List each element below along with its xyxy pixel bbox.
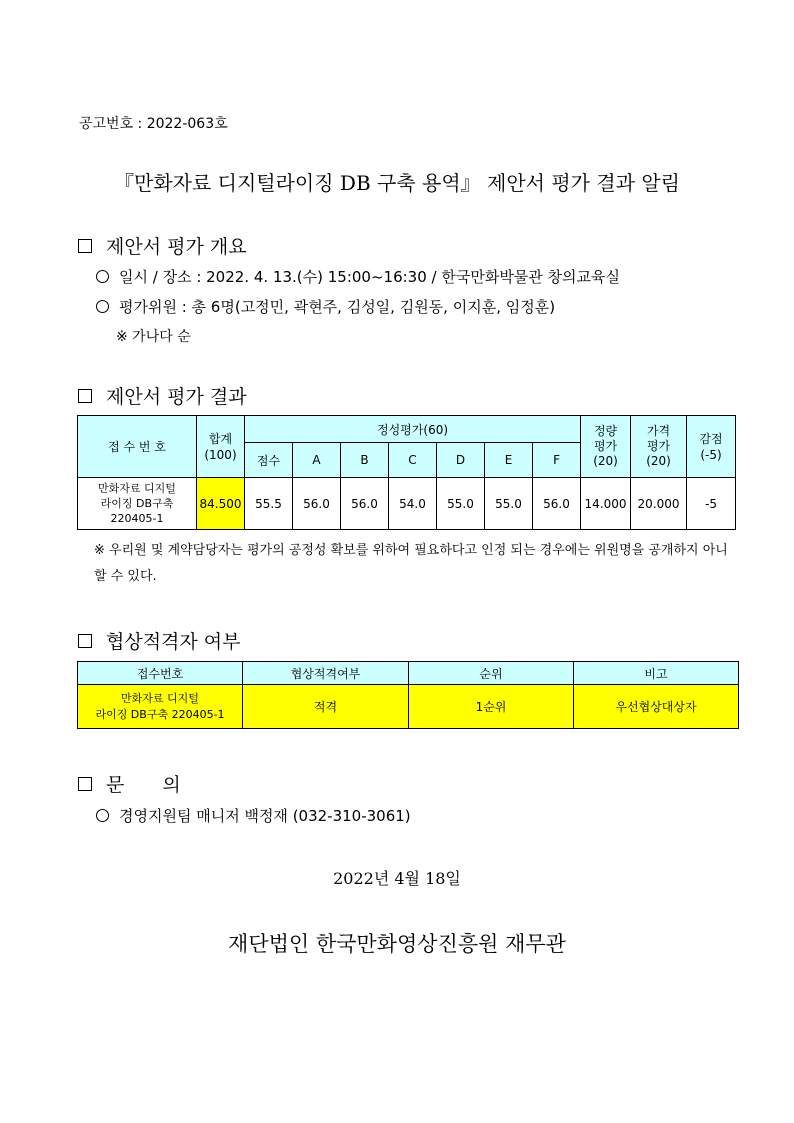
cell-eligibility: 적격 bbox=[243, 685, 409, 729]
contact-info: 경영지원팀 매니저 백정재 (032-310-3061) bbox=[96, 805, 411, 826]
square-bullet-icon bbox=[78, 634, 92, 648]
header-total: 합계 (100) bbox=[197, 416, 245, 478]
header-deduction: 감점 (-5) bbox=[687, 416, 736, 478]
cell-remark: 우선협상대상자 bbox=[574, 685, 739, 729]
cell-total: 84.500 bbox=[197, 478, 245, 530]
square-bullet-icon bbox=[78, 389, 92, 403]
header-f: F bbox=[533, 443, 581, 478]
section-overview-heading: 제안서 평가 개요 bbox=[78, 232, 247, 259]
cell-price: 20.000 bbox=[631, 478, 687, 530]
notice-number: 공고번호 : 2022-063호 bbox=[79, 116, 228, 132]
eligibility-table bbox=[77, 661, 739, 729]
section-eligibility-heading: 협상적격자 여부 bbox=[78, 627, 241, 654]
circle-bullet-icon bbox=[96, 270, 109, 283]
circle-bullet-icon bbox=[96, 300, 109, 313]
cell-f: 56.0 bbox=[533, 478, 581, 530]
section-result-heading: 제안서 평가 결과 bbox=[78, 382, 247, 409]
header-remark: 비고 bbox=[574, 662, 739, 685]
cell-b: 56.0 bbox=[341, 478, 389, 530]
issue-date: 2022년 4월 18일 bbox=[333, 869, 461, 888]
header-rank: 순위 bbox=[409, 662, 574, 685]
document-title: 『만화자료 디지털라이징 DB 구축 용역』 제안서 평가 결과 알림 bbox=[114, 171, 680, 195]
square-bullet-icon bbox=[78, 239, 92, 253]
overview-datetime-place: 일시 / 장소 : 2022. 4. 13.(수) 15:00~16:30 / 한국만화박물관 창의교육실 bbox=[96, 266, 620, 287]
cell-quantitative: 14.000 bbox=[581, 478, 631, 530]
disclosure-footnote: ※ 우리원 및 계약담당자는 평가의 공정성 확보를 위하여 필요하다고 인정 되는 경우에는 위원명을 공개하지 아니 할 수 있다. bbox=[94, 543, 728, 584]
cell-a: 56.0 bbox=[293, 478, 341, 530]
table-row bbox=[78, 685, 739, 729]
header-quantitative: 정량 평가 (20) bbox=[581, 416, 631, 478]
header-qualitative: 정성평가(60) bbox=[245, 416, 581, 443]
header-receipt-number: 접 수 번 호 bbox=[78, 416, 197, 478]
issuing-organization: 재단법인 한국만화영상진흥원 재무관 bbox=[228, 932, 566, 956]
evaluation-result-table bbox=[77, 415, 736, 530]
cell-receipt: 만화자료 디지털 라이징 DB구축 220405-1 bbox=[78, 685, 243, 729]
header-b: B bbox=[341, 443, 389, 478]
header-d: D bbox=[437, 443, 485, 478]
header-score: 점수 bbox=[245, 443, 293, 478]
cell-d: 55.0 bbox=[437, 478, 485, 530]
header-c: C bbox=[389, 443, 437, 478]
header-a: A bbox=[293, 443, 341, 478]
cell-rank: 1순위 bbox=[409, 685, 574, 729]
cell-c: 54.0 bbox=[389, 478, 437, 530]
overview-note: ※ 가나다 순 bbox=[116, 329, 191, 345]
header-eligibility: 협상적격여부 bbox=[243, 662, 409, 685]
square-bullet-icon bbox=[78, 777, 92, 791]
header-price: 가격 평가 (20) bbox=[631, 416, 687, 478]
header-e: E bbox=[485, 443, 533, 478]
cell-receipt: 만화자료 디지털 라이징 DB구축 220405-1 bbox=[78, 478, 197, 530]
section-contact-heading: 문 의 bbox=[78, 770, 181, 797]
circle-bullet-icon bbox=[96, 809, 109, 822]
header-receipt-number: 접수번호 bbox=[78, 662, 243, 685]
cell-score: 55.5 bbox=[245, 478, 293, 530]
overview-evaluators: 평가위원 : 총 6명(고정민, 곽현주, 김성일, 김원동, 이지훈, 임정훈) bbox=[96, 296, 555, 317]
table-row bbox=[78, 478, 736, 530]
cell-e: 55.0 bbox=[485, 478, 533, 530]
cell-deduction: -5 bbox=[687, 478, 736, 530]
